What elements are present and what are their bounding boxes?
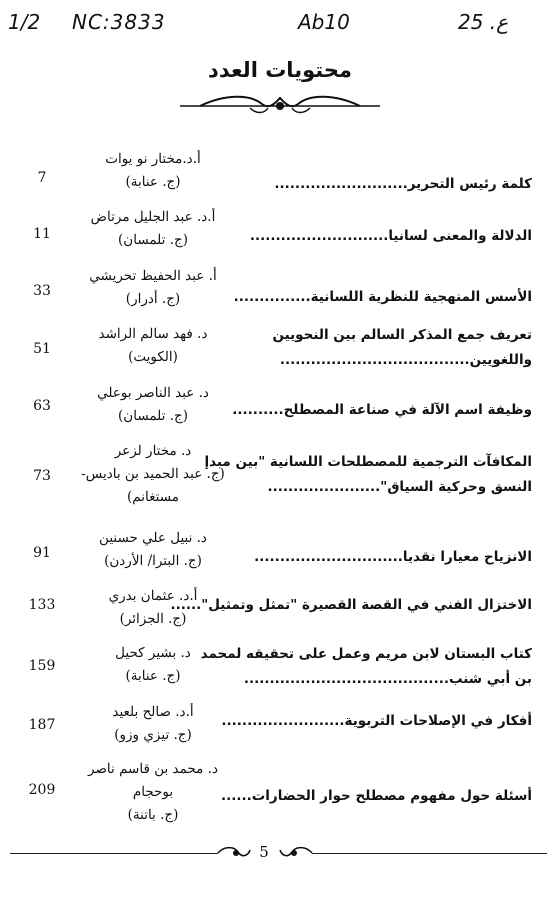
toc-title-line: كتاب البستان لابن مريم وعمل على تحقيقه لمحمد (200, 646, 532, 662)
toc-page-number: 33 (33, 283, 51, 299)
toc-author-line: د. مختار لزعر (114, 443, 192, 459)
toc-title-line: أفكار في الإصلاحات التربوية........................ (221, 713, 532, 729)
footer-page-number: 5 (259, 843, 269, 861)
toc-title-line: الدلالة والمعنى لسانيا........................... (249, 228, 532, 244)
toc-page-number: 91 (33, 545, 51, 561)
toc-article-title[interactable] (242, 545, 532, 570)
toc-page-number: 63 (33, 398, 51, 414)
toc-article-title[interactable] (221, 709, 532, 734)
toc-page-number: 209 (28, 782, 56, 798)
toc-title-line: وظيفة اسم الآلة في صناعة المصطلح.......... (232, 402, 532, 418)
toc-author (78, 265, 228, 311)
title-ornament (180, 92, 380, 118)
toc-author (78, 527, 228, 573)
toc-author-line: (ج. عنابة) (125, 174, 181, 190)
handwritten-code: NC:3833 (72, 10, 166, 34)
toc-title-line: النسق وحركية السياق"...................... (267, 479, 532, 495)
footer-ornament-right (278, 844, 314, 862)
handwritten-mark: Ab10 (298, 10, 350, 34)
toc-article-title[interactable] (204, 450, 532, 500)
toc-page-number: 51 (33, 341, 51, 357)
toc-author (78, 758, 228, 827)
toc-article-title[interactable] (232, 398, 532, 423)
handwritten-issue: 25 .ع (458, 10, 509, 34)
toc-author-line: (ج. تلمسان) (118, 232, 188, 248)
toc-title-line: الانزياح معيارا نقديا............................. (254, 549, 532, 565)
toc-article-title[interactable] (200, 642, 532, 692)
toc-author-line: د. بشير كحيل (115, 645, 191, 661)
toc-page-number: 7 (37, 170, 47, 186)
toc-author-line: أ.د.مختار نو يوات (105, 151, 201, 167)
toc-article-title[interactable] (242, 224, 532, 249)
toc-author (78, 148, 228, 194)
toc-author-line: (ج. أدرار) (125, 291, 181, 307)
toc-author-line: د. محمد بن قاسم ناصر (88, 761, 218, 777)
toc-page-number: 159 (28, 658, 56, 674)
toc-author-line: (ج. الجزائر) (119, 611, 187, 627)
toc-author-line: (الكويت) (128, 349, 178, 365)
toc-article-title[interactable] (220, 784, 532, 809)
toc-author-line: أ.د. عثمان بدري (108, 588, 198, 604)
toc-title-line: كلمة رئيس التحرير.......................... (274, 176, 532, 192)
toc-author-line: (ج. عنابة) (125, 668, 181, 684)
toc-author-line: د. عبد الناصر بوعلي (97, 385, 209, 401)
footer-rule-left (10, 853, 218, 854)
handwritten-ref: 1/2 (8, 10, 41, 34)
toc-author-line: بوحجام (132, 784, 174, 800)
toc-author (78, 701, 228, 747)
toc-title-line: أسئلة حول مفهوم مصطلح حوار الحضارات...... (220, 788, 532, 804)
footer-ornament-left (216, 844, 252, 862)
toc-author (78, 382, 228, 428)
toc-author-line: د. نبيل علي حسنين (99, 530, 207, 546)
toc-author-line: مستغانم) (127, 489, 179, 505)
toc-article-title[interactable] (242, 172, 532, 197)
toc-title-line: تعريف جمع المذكر السالم بين النحويين (272, 327, 532, 343)
toc-title-line: واللغويين..................................... (279, 352, 532, 368)
toc-article-title[interactable] (170, 593, 532, 618)
toc-page-number: 133 (28, 597, 56, 613)
toc-author-line: (ج. باتنة) (127, 807, 179, 823)
toc-author-line: (ج. تيزي وزو) (114, 727, 192, 743)
toc-author-line: أ. عبد الحفيظ تحريشي (89, 268, 217, 284)
toc-title-line: بن أبي شنب........................................ (243, 671, 532, 687)
toc-author-line: (ج. البترا/ الأردن) (104, 553, 202, 569)
footer-rule-right (312, 853, 547, 854)
toc-page-number: 187 (28, 717, 56, 733)
toc-page-number: 11 (33, 226, 51, 242)
toc-author-line: أ.د. عبد الجليل مرتاض (90, 209, 216, 225)
toc-author (78, 323, 228, 369)
toc-title-line: الأسس المنهجية للنظرية اللسانية............... (233, 289, 532, 305)
toc-article-title[interactable] (233, 285, 532, 310)
toc-article-title[interactable] (242, 323, 532, 373)
toc-author-line: (ج. عبد الحميد بن باديس- (81, 466, 225, 482)
toc-title-line: الاختزال الفني في القصة القصيرة "تمثل وتمثيل"...... (170, 597, 532, 613)
page-title: محتويات العدد (208, 58, 352, 82)
toc-author-line: أ.د. صالح بلعيد (112, 704, 194, 720)
toc-author (78, 206, 228, 252)
toc-page-number: 73 (33, 468, 51, 484)
toc-title-line: المكافآت الترجمية للمصطلحات اللسانية "بين مبدإ (204, 454, 532, 470)
toc-author-line: (ج. تلمسان) (118, 408, 188, 424)
toc-author-line: د. فهد سالم الراشد (98, 326, 208, 342)
